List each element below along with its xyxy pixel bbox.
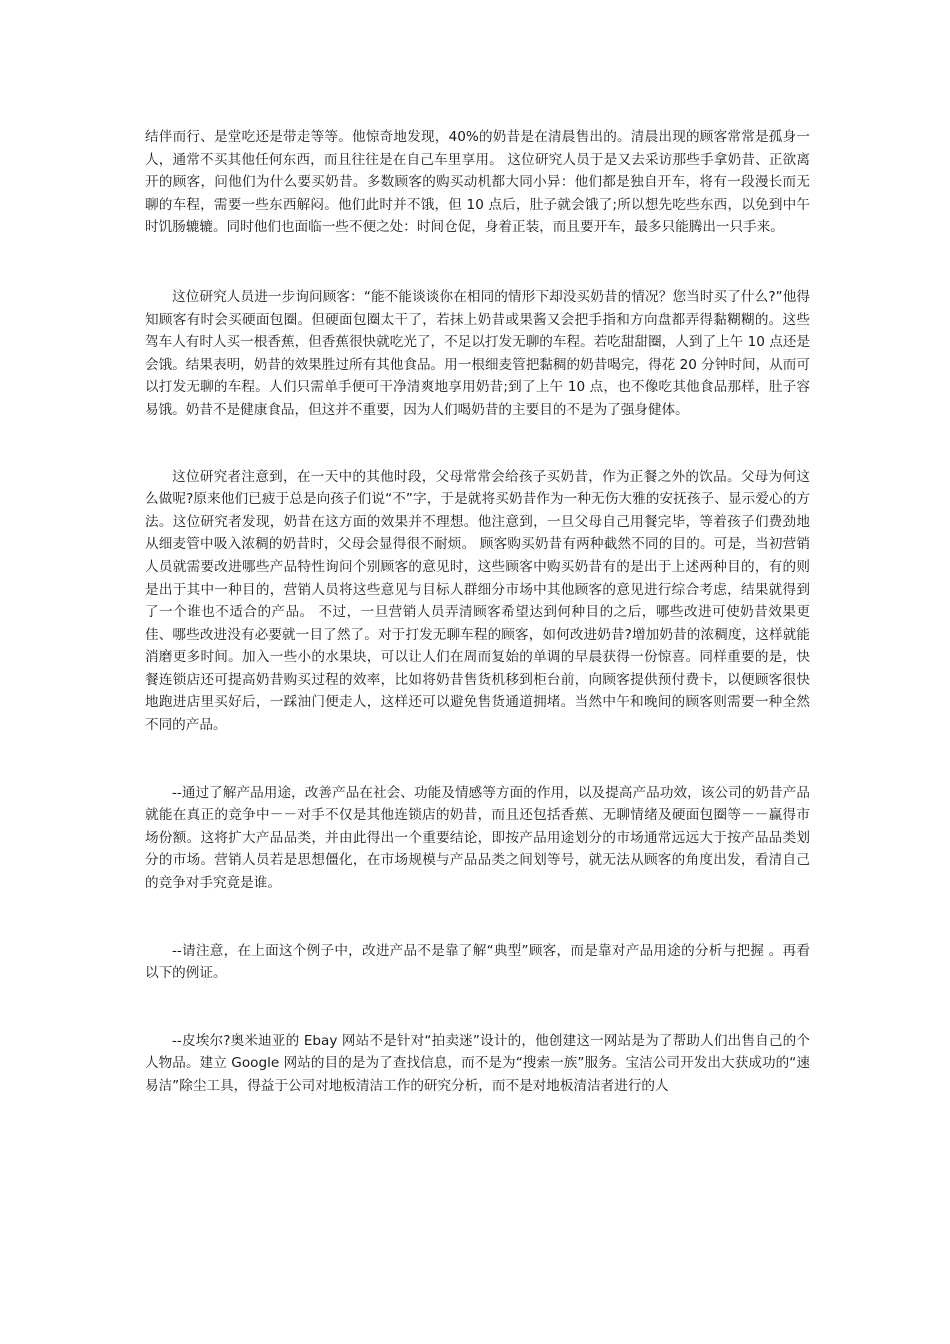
paragraph-parents-purchase: 这位研究者注意到，在一天中的其他时段，父母常常会给孩子买奶昔，作为正餐之外的饮品。父母为何这么做呢?原来他们已疲于总是向孩子们说“不”字，于是就将买奶昔作为一种无伤大雅的安抚孩子、显示爱心的方法。这位研究者发现，奶昔在这方面的效果并不理想。他注意到，一旦父母自己用餐完毕，等着孩子们费劲地从细麦管中吸入浓稠的奶昔时，父母会显得很不耐烦。 顾客购买奶昔有两种截然不同的目的。可是，当初营销人员就需要改进哪些产品特性询问个别顾客的意见时，这些顾客中购买奶昔有的是出于上述两种目的，有的则是出于其中一种目的，营销人员将这些意见与目标人群细分市场中其他顾客的意见进行综合考虑，结果就得到了一个谁也不适合的产品。 不过，一旦营销人员弄清顾客希望达到何种目的之后，哪些改进可使奶昔效果更佳、哪些改进没有必要就一目了然了。对于打发无聊车程的顾客，如何改进奶昔?增加奶昔的浓稠度，这样就能消磨更多时间。加入一些小的水果块，可以让人们在周而复始的单调的早晨获得一份惊喜。同样重要的是，快餐连锁店还可提高奶昔购买过程的效率，比如将奶昔售货机移到柜台前，向顾客提供预付费卡，以便顾客很快地跑进店里买好后，一踩油门便走人，这样还可以避免售货通道拥堵。当然中午和晚间的顾客则需要一种全然不同的产品。 [145,468,810,734]
paragraph-examples: --皮埃尔?奥米迪亚的 Ebay 网站不是针对“拍卖迷”设计的，他创建这一网站是为了帮助人们出售自己的个人物品。建立 Google 网站的目的是为了查找信息，而不是为“搜索一族”服务。宝洁公司开发出大获成功的“速易洁”除尘工具，得益于公司对地板清洁工作的研究分析，而不是对地板清洁者进行的人 [145,1032,810,1094]
paragraph-note: --请注意，在上面这个例子中，改进产品不是靠了解“典型”顾客，而是靠对产品用途的分析与把握 。再看以下的例证。 [145,942,810,982]
paragraph-market-conclusion: --通过了解产品用途，改善产品在社会、功能及情感等方面的作用，以及提高产品功效，该公司的奶昔产品就能在真正的竞争中－－对手不仅是其他连锁店的奶昔，而且还包括香蕉、无聊情绪及硬面包圈等－－赢得市场份额。这将扩大产品品类，并由此得出一个重要结论，即按产品用途划分的市场通常远远大于按产品品类划分的市场。营销人员若是思想僵化，在市场规模与产品品类之间划等号，就无法从顾客的角度出发，看清自己的竞争对手究竟是谁。 [145,784,810,892]
paragraph-alternatives-comparison: 这位研究人员进一步询问顾客：“能不能谈谈你在相同的情形下却没买奶昔的情况？您当时买了什么?”他得知顾客有时会买硬面包圈。但硬面包圈太干了，若抹上奶昔或果酱又会把手指和方向盘都弄得黏糊糊的。这些驾车人有时人买一根香蕉，但香蕉很快就吃光了，不足以打发无聊的车程。若吃甜甜圈，人到了上午 10 点还是会饿。结果表明，奶昔的效果胜过所有其他食品。用一根细麦管把黏稠的奶昔喝完，得花 20 分钟时间，从而可以打发无聊的车程。人们只需单手便可干净清爽地享用奶昔;到了上午 10 点，也不像吃其他食品那样，肚子容易饿。奶昔不是健康食品，但这并不重要，因为人们喝奶昔的主要目的不是为了强身健体。 [145,288,810,418]
article-body [145,126,810,1143]
paragraph-morning-customers: 结伴而行、是堂吃还是带走等等。他惊奇地发现，40%的奶昔是在清晨售出的。清晨出现的顾客常常是孤身一人，通常不买其他任何东西，而且往往是在自己车里享用。 这位研究人员于是又去采访那些手拿奶昔、正欲离开的顾客，问他们为什么要买奶昔。多数顾客的购买动机都大同小异：他们都是独自开车，将有一段漫长而无聊的车程，需要一些东西解闷。他们此时并不饿，但 10 点后，肚子就会饿了;所以想先吃些东西，以免到中午时饥肠辘辘。同时他们也面临一些不便之处：时间仓促，身着正装，而且要开车，最多只能腾出一只手来。 [145,129,810,236]
